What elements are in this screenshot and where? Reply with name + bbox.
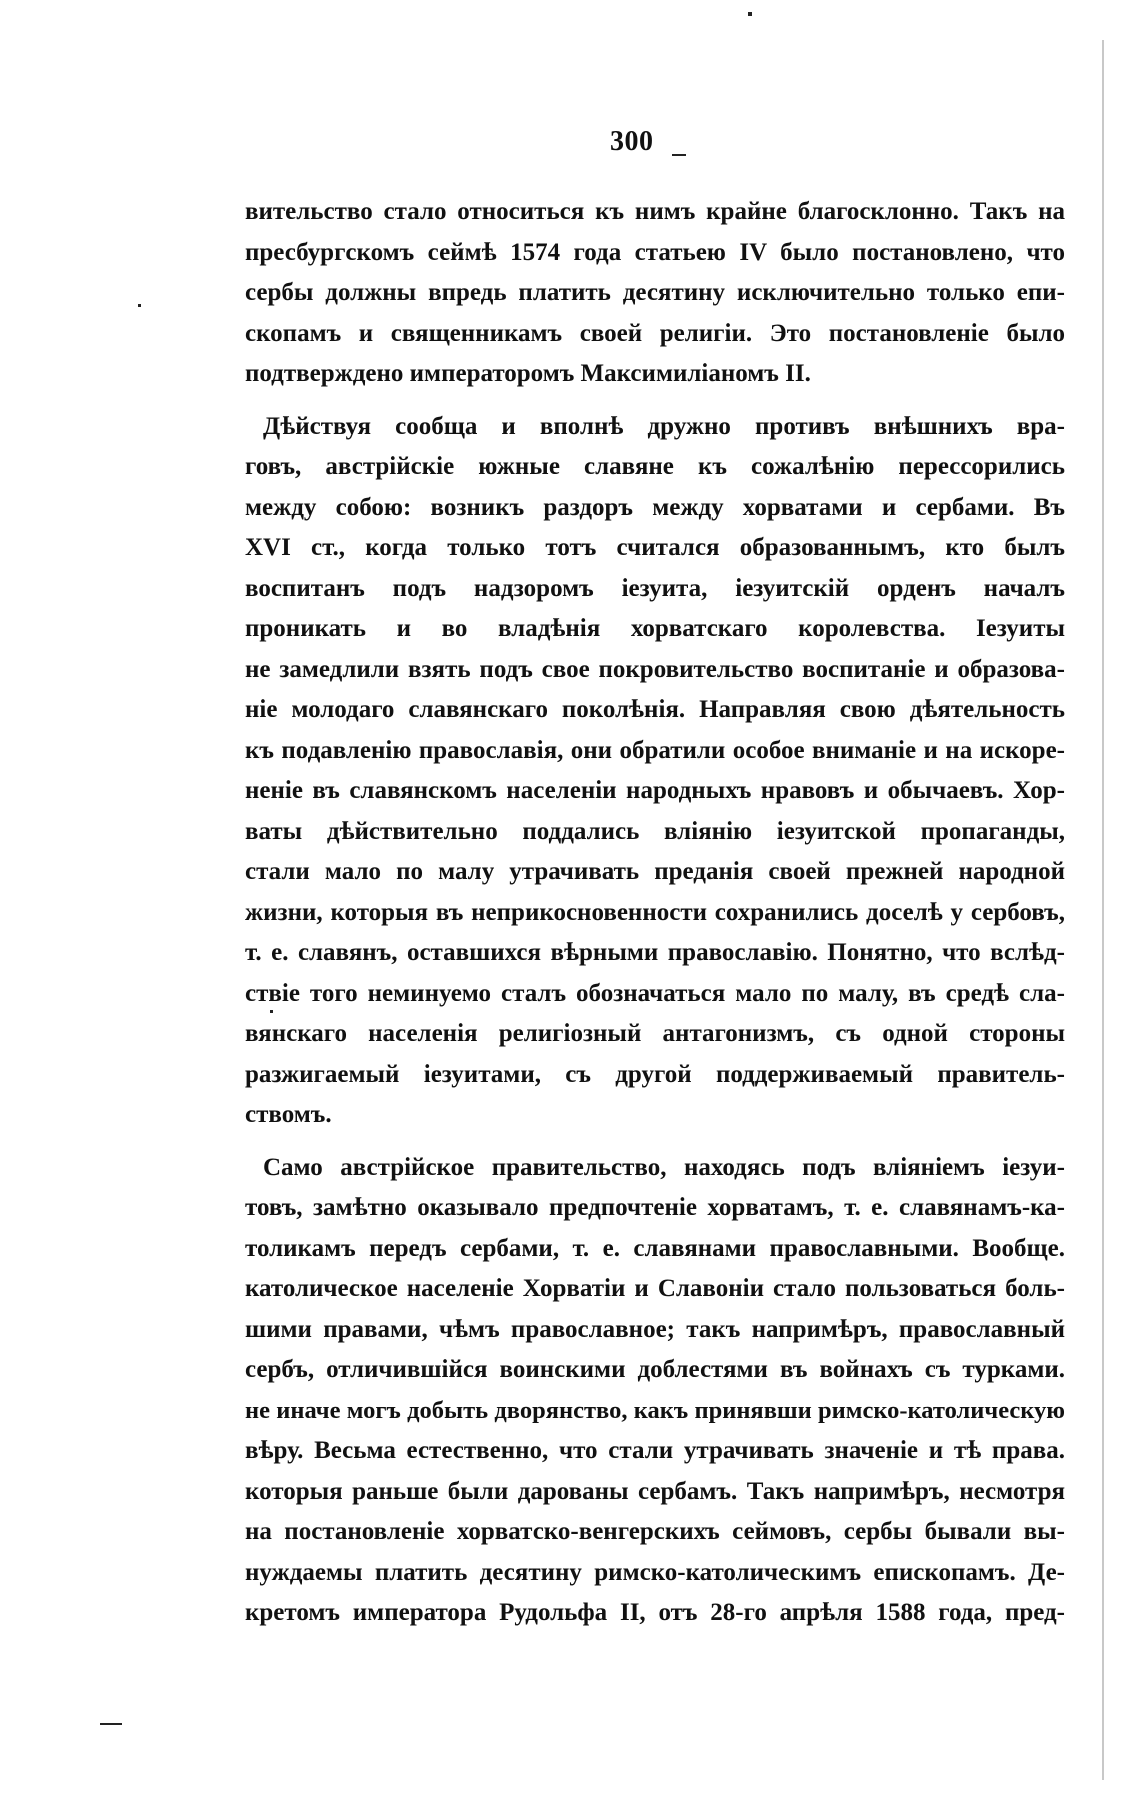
text-line: ствіе того неминуемо сталъ обозначаться мало по малу, въ средѣ сла-: [245, 979, 1065, 1007]
text-line: товъ, замѣтно оказывало предпочтеніе хорватамъ, т. е. славянамъ-ка-: [245, 1194, 1065, 1221]
text-line: ствомъ.: [245, 1101, 332, 1128]
text-line: жизни, которыя въ неприкосновенности сохранились доселѣ у сербовъ,: [245, 898, 1065, 926]
paragraph-gap: [245, 395, 1065, 407]
text-line: неніе въ славянскомъ населеніи народныхъ нравовъ и обычаевъ. Хор-: [245, 777, 1065, 804]
text-line: вянскаго населенія религіозный антагонизмъ, съ одной стороны: [245, 1020, 1065, 1047]
text-line: Дѣйствуя сообща и вполнѣ дружно противъ внѣшнихъ вра-: [263, 412, 1065, 440]
paragraph-3: [245, 1148, 1065, 1634]
text-line: вѣру. Весьма естественно, что стали утрачивать значеніе и тѣ права.: [245, 1437, 1065, 1464]
paragraph-gap: [245, 1136, 1065, 1148]
scan-speck: [138, 304, 141, 307]
text-line: на постановленіе хорватско-венгерскихъ сеймовъ, сербы бывали вы-: [245, 1518, 1065, 1545]
page-number: 300: [610, 126, 654, 157]
text-line: сербы должны впредь платить десятину исключительно только епи-: [245, 279, 1065, 306]
text-line: кретомъ императора Рудольфа II, отъ 28-го апрѣля 1588 года, пред-: [245, 1599, 1065, 1626]
text-line: сербъ, отличившійся воинскими доблестями въ войнахъ съ турками.: [245, 1356, 1065, 1383]
text-line: Само австрійское правительство, находясь подъ вліяніемъ іезуи-: [263, 1153, 1065, 1181]
text-line: XVI ст., когда только тотъ считался образованнымъ, кто былъ: [245, 534, 1065, 561]
text-line: шими правами, чѣмъ православное; такъ напримѣръ, православный: [245, 1315, 1065, 1343]
text-line: т. е. славянъ, оставшихся вѣрными православію. Понятно, что вслѣд-: [245, 939, 1065, 966]
text-line: ваты дѣйствительно поддались вліянію іезуитской пропаганды,: [245, 817, 1065, 845]
text-line: вительство стало относиться къ нимъ крайне благосклонно. Такъ на: [245, 198, 1065, 225]
text-line: пресбургскомъ сеймѣ 1574 года статьею IV было постановлено, что: [245, 238, 1065, 266]
body-text: [245, 192, 1065, 1634]
text-line: между собою: возникъ раздоръ между хорватами и сербами. Въ: [245, 493, 1065, 521]
text-line: къ подавленію православія, они обратили особое вниманіе и на искоре-: [245, 736, 1065, 764]
text-line: ніе молодаго славянскаго поколѣнія. Направляя свою дѣятельность: [245, 696, 1065, 723]
paragraph-1: [245, 192, 1065, 395]
page-edge-shadow: [1102, 40, 1104, 1780]
text-line: католическое населеніе Хорватіи и Славоніи стало пользоваться боль-: [245, 1275, 1065, 1302]
text-line: разжигаемый іезуитами, съ другой поддерживаемый правитель-: [245, 1060, 1065, 1088]
text-line: подтверждено императоромъ Максимиліаномъ II.: [245, 360, 811, 387]
text-line: толикамъ передъ сербами, т. е. славянами православными. Вообще.: [245, 1234, 1065, 1262]
scan-dash: [100, 1723, 122, 1725]
scan-speck: [748, 12, 752, 16]
text-line: не иначе могъ добыть дворянство, какъ принявши римско-католическую: [245, 1396, 1065, 1424]
text-line: нуждаемы платить десятину римско-католическимъ епископамъ. Де-: [245, 1558, 1065, 1586]
paragraph-2: [245, 407, 1065, 1136]
text-line: говъ, австрійскіе южные славяне къ сожалѣнію перессорились: [245, 453, 1065, 480]
text-line: не замедлили взять подъ свое покровительство воспитаніе и образова-: [245, 655, 1065, 683]
text-line: проникать и во владѣнія хорватскаго королевства. Іезуиты: [245, 615, 1065, 642]
text-line: которыя раньше были дарованы сербамъ. Такъ напримѣръ, несмотря: [245, 1477, 1065, 1505]
text-line: воспитанъ подъ надзоромъ іезуита, іезуитскій орденъ началъ: [245, 574, 1065, 602]
text-line: стали мало по малу утрачивать преданія своей прежней народной: [245, 858, 1065, 885]
text-line: скопамъ и священникамъ своей религіи. Это постановленіе было: [245, 319, 1065, 347]
